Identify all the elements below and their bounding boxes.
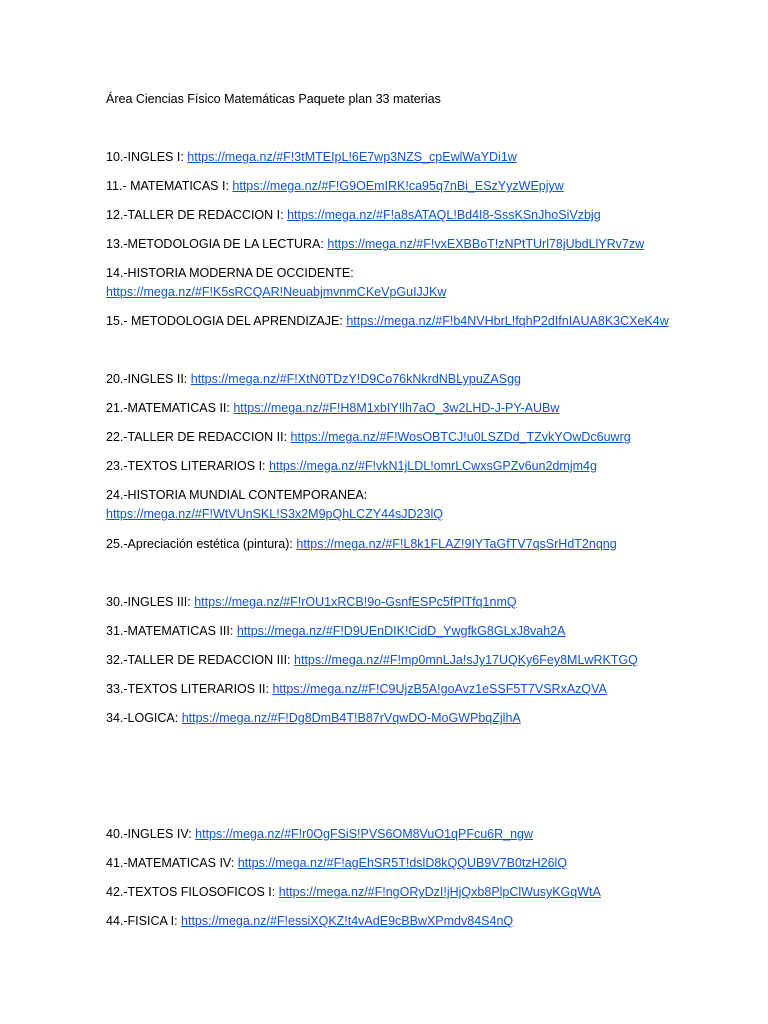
entry-link[interactable]: https://mega.nz/#F!C9UjzB5A!goAvz1eSSF5T7VSRxAzQVA xyxy=(272,682,607,696)
list-item-taller-redaccion-i xyxy=(106,206,601,225)
entry-label: 22.-TALLER DE REDACCION II: xyxy=(106,430,291,444)
entry-label: 32.-TALLER DE REDACCION III: xyxy=(106,653,295,667)
entry-link[interactable]: https://mega.nz/#F!vkN1jLDL!omrLCwxsGPZv6un2dmjm4g xyxy=(269,459,597,473)
page-title: Área Ciencias Físico Matemáticas Paquete plan 33 materias xyxy=(106,92,441,106)
entry-link[interactable]: https://mega.nz/#F!D9UEnDIK!CidD_YwgfkG8GLxJ8vah2A xyxy=(236,624,566,638)
entry-label: 10.-INGLES I: xyxy=(106,150,188,164)
entry-link[interactable]: https://mega.nz/#F!Dg8DmB4T!B87rVqwDO-MoGWPbqZjlhA xyxy=(181,711,521,725)
entry-label: 14.-HISTORIA MODERNA DE OCCIDENTE: xyxy=(106,266,354,280)
entry-link[interactable]: https://mega.nz/#F!L8k1FLAZ!9IYTaGfTV7qsSrHdT2nqng xyxy=(296,537,617,551)
entry-link[interactable]: https://mega.nz/#F!XtN0TDzY!D9Co76kNkrdNBLypuZASgg xyxy=(190,372,521,386)
entry-link[interactable]: https://mega.nz/#F!a8sATAQL!Bd4I8-SssKSnJhoSiVzbjg xyxy=(287,208,601,222)
entry-link[interactable]: https://mega.nz/#F!b4NVHbrL!fqhP2dIfnIAUA8K3CXeK4w xyxy=(346,314,669,328)
entry-link[interactable]: https://mega.nz/#F!K5sRCQAR!NeuabjmvnmCKeVpGuIJJKw xyxy=(106,285,447,299)
entry-label: 44.-FISICA I: xyxy=(106,914,182,928)
list-item-historia-moderna xyxy=(106,264,446,302)
list-item-matematicas-ii xyxy=(106,399,559,418)
list-item-textos-filosoficos-i xyxy=(106,883,601,902)
entry-link[interactable]: https://mega.nz/#F!G9OEmIRK!ca95q7nBi_ESzYyzWEpjyw xyxy=(232,179,564,193)
entry-link[interactable]: https://mega.nz/#F!ngORyDzI!jHjQxb8PlpClWusyKGqWtA xyxy=(278,885,601,899)
list-item-matematicas-i xyxy=(106,177,564,196)
entry-link[interactable]: https://mega.nz/#F!essiXQKZ!t4vAdE9cBBwXPmdv84S4nQ xyxy=(181,914,514,928)
list-item-taller-redaccion-ii xyxy=(106,428,631,447)
entry-label: 23.-TEXTOS LITERARIOS I: xyxy=(106,459,270,473)
list-item-taller-redaccion-iii xyxy=(106,651,638,670)
list-item-metodologia-aprendizaje xyxy=(106,312,669,331)
entry-label: 34.-LOGICA: xyxy=(106,711,182,725)
list-item-ingles-ii xyxy=(106,370,521,389)
entry-label: 20.-INGLES II: xyxy=(106,372,191,386)
entry-label: 12.-TALLER DE REDACCION I: xyxy=(106,208,288,222)
entry-link[interactable]: https://mega.nz/#F!r0OgFSiS!PVS6OM8VuO1qPFcu6R_ngw xyxy=(195,827,534,841)
entry-link[interactable]: https://mega.nz/#F!WtVUnSKL!S3x2M9pQhLCZY44sJD23lQ xyxy=(106,507,443,521)
entry-label: 15.- METODOLOGIA DEL APRENDIZAJE: xyxy=(106,314,347,328)
entry-link[interactable]: https://mega.nz/#F!rOU1xRCB!9o-GsnfESPc5fPlTfq1nmQ xyxy=(194,595,517,609)
list-item-logica xyxy=(106,709,521,728)
list-item-textos-literarios-i xyxy=(106,457,597,476)
entry-label: 33.-TEXTOS LITERARIOS II: xyxy=(106,682,273,696)
list-item-apreciacion-estetica xyxy=(106,535,617,554)
entry-link[interactable]: https://mega.nz/#F!3tMTEIpL!6E7wp3NZS_cpEwlWaYDi1w xyxy=(187,150,517,164)
entry-label: 42.-TEXTOS FILOSOFICOS I: xyxy=(106,885,279,899)
entry-label: 13.-METODOLOGIA DE LA LECTURA: xyxy=(106,237,328,251)
entry-link[interactable]: https://mega.nz/#F!vxEXBBoT!zNPtTUrl78jUbdLlYRv7zw xyxy=(327,237,645,251)
list-item-metodologia-lectura xyxy=(106,235,644,254)
entry-label: 30.-INGLES III: xyxy=(106,595,195,609)
list-item-ingles-iv xyxy=(106,825,533,844)
list-item-matematicas-iii xyxy=(106,622,565,641)
entry-label: 21.-MATEMATICAS II: xyxy=(106,401,234,415)
list-item-ingles-iii xyxy=(106,593,517,612)
list-item-historia-mundial xyxy=(106,486,443,524)
entry-label: 11.- MATEMATICAS I: xyxy=(106,179,233,193)
entry-label: 41.-MATEMATICAS IV: xyxy=(106,856,238,870)
entry-label: 31.-MATEMATICAS III: xyxy=(106,624,237,638)
list-item-textos-literarios-ii xyxy=(106,680,607,699)
list-item-ingles-i xyxy=(106,148,517,167)
list-item-fisica-i xyxy=(106,912,513,931)
entry-link[interactable]: https://mega.nz/#F!H8M1xbIY!lh7aO_3w2LHD-J-PY-AUBw xyxy=(233,401,560,415)
entry-link[interactable]: https://mega.nz/#F!WosOBTCJ!u0LSZDd_TZvkYOwDc6uwrg xyxy=(290,430,631,444)
entry-label: 40.-INGLES IV: xyxy=(106,827,196,841)
entry-link[interactable]: https://mega.nz/#F!agEhSR5T!dslD8kQQUB9V7B0tzH26lQ xyxy=(237,856,568,870)
entry-label: 24.-HISTORIA MUNDIAL CONTEMPORANEA: xyxy=(106,488,368,502)
entry-link[interactable]: https://mega.nz/#F!mp0mnLJa!sJy17UQKy6Fey8MLwRKTGQ xyxy=(294,653,638,667)
entry-label: 25.-Apreciación estética (pintura): xyxy=(106,537,297,551)
list-item-matematicas-iv xyxy=(106,854,567,873)
